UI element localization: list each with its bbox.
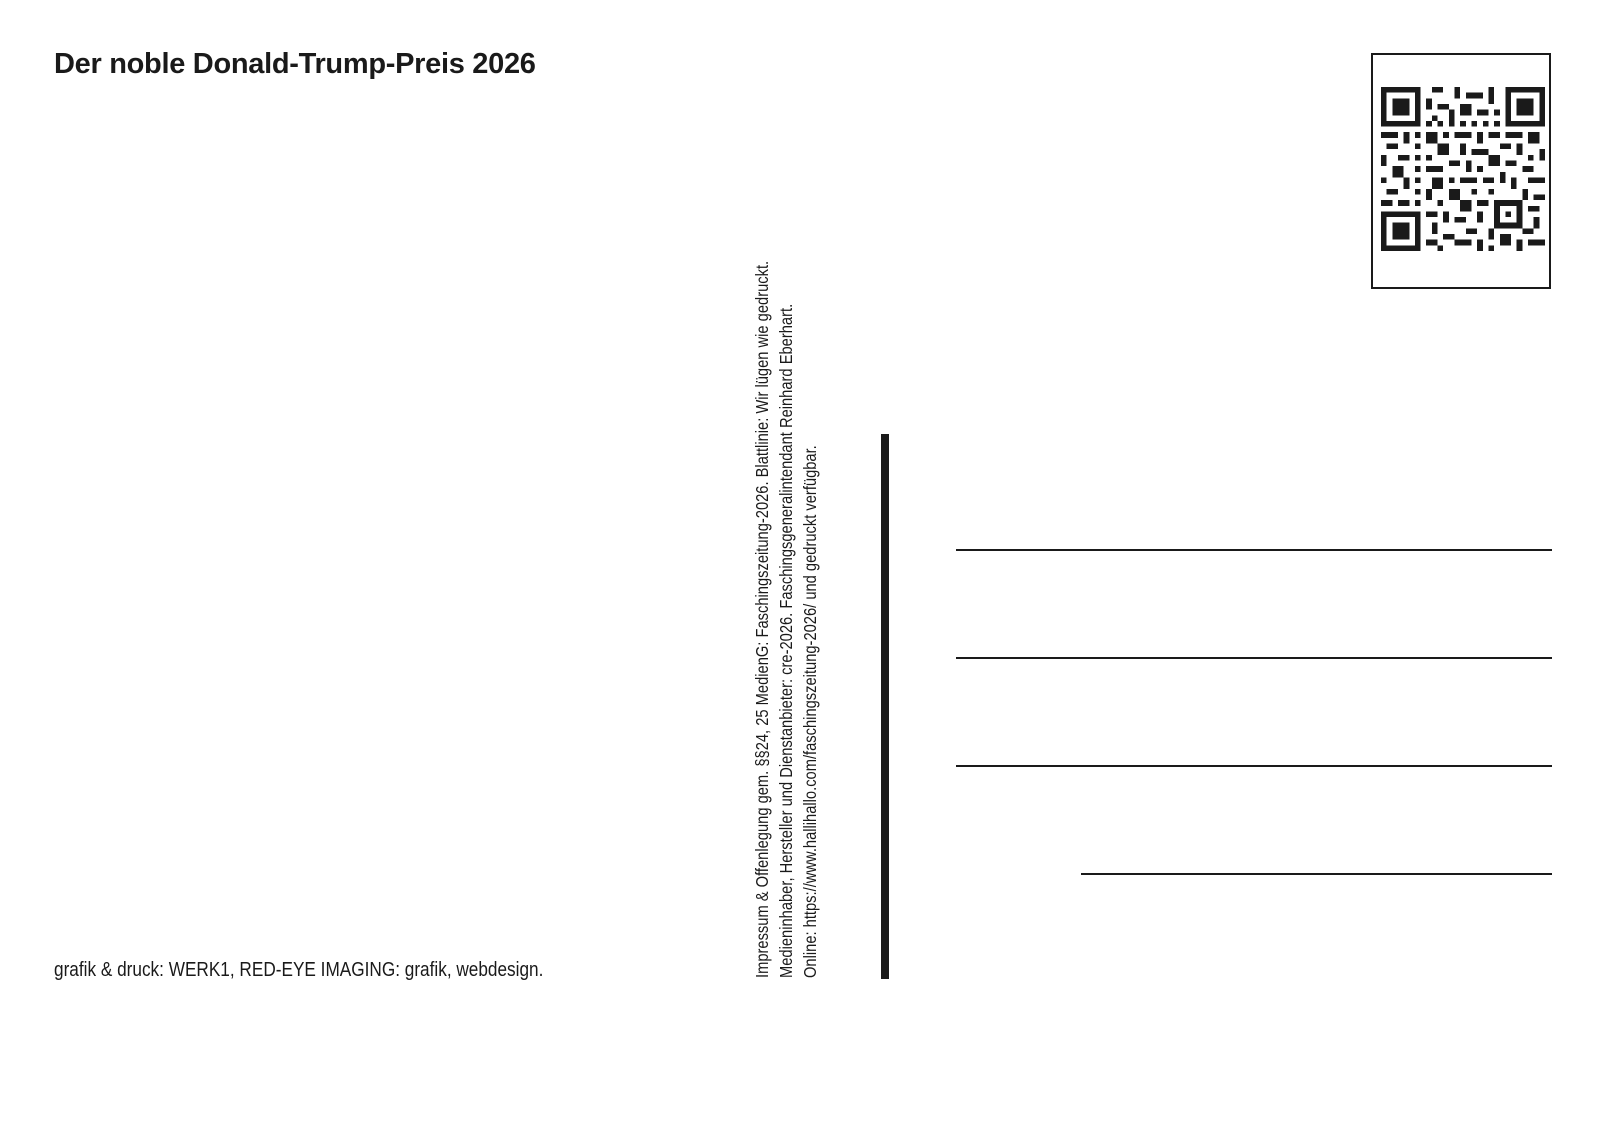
address-line-2 bbox=[956, 657, 1552, 659]
credits-text: grafik & druck: WERK1, RED-EYE IMAGING: grafik, webdesign. bbox=[54, 959, 544, 981]
center-divider bbox=[881, 434, 889, 979]
card-title: Der noble Donald-Trump-Preis 2026 bbox=[54, 48, 536, 80]
qr-code-frame bbox=[1371, 53, 1551, 289]
imprint-line-1: Impressum & Offenlegung gem. §§24, 25 MedienG: Faschingszeitung-2026. Blattlinie: Wir lügen wie gedruckt. bbox=[752, 260, 772, 978]
imprint-line-2: Medieninhaber, Hersteller und Dienstanbieter: cre-2026. Faschingsgeneralintendant Reinhard Eberhart. bbox=[776, 303, 796, 978]
address-line-1 bbox=[956, 549, 1552, 551]
address-line-4 bbox=[1081, 873, 1552, 875]
imprint-block bbox=[750, 58, 822, 978]
qr-code-icon bbox=[1381, 87, 1545, 251]
address-line-3 bbox=[956, 765, 1552, 767]
imprint-line-3: Online: https://www.hallihallo.com/faschingszeitung-2026/ und gedruckt verfügbar. bbox=[800, 445, 820, 978]
